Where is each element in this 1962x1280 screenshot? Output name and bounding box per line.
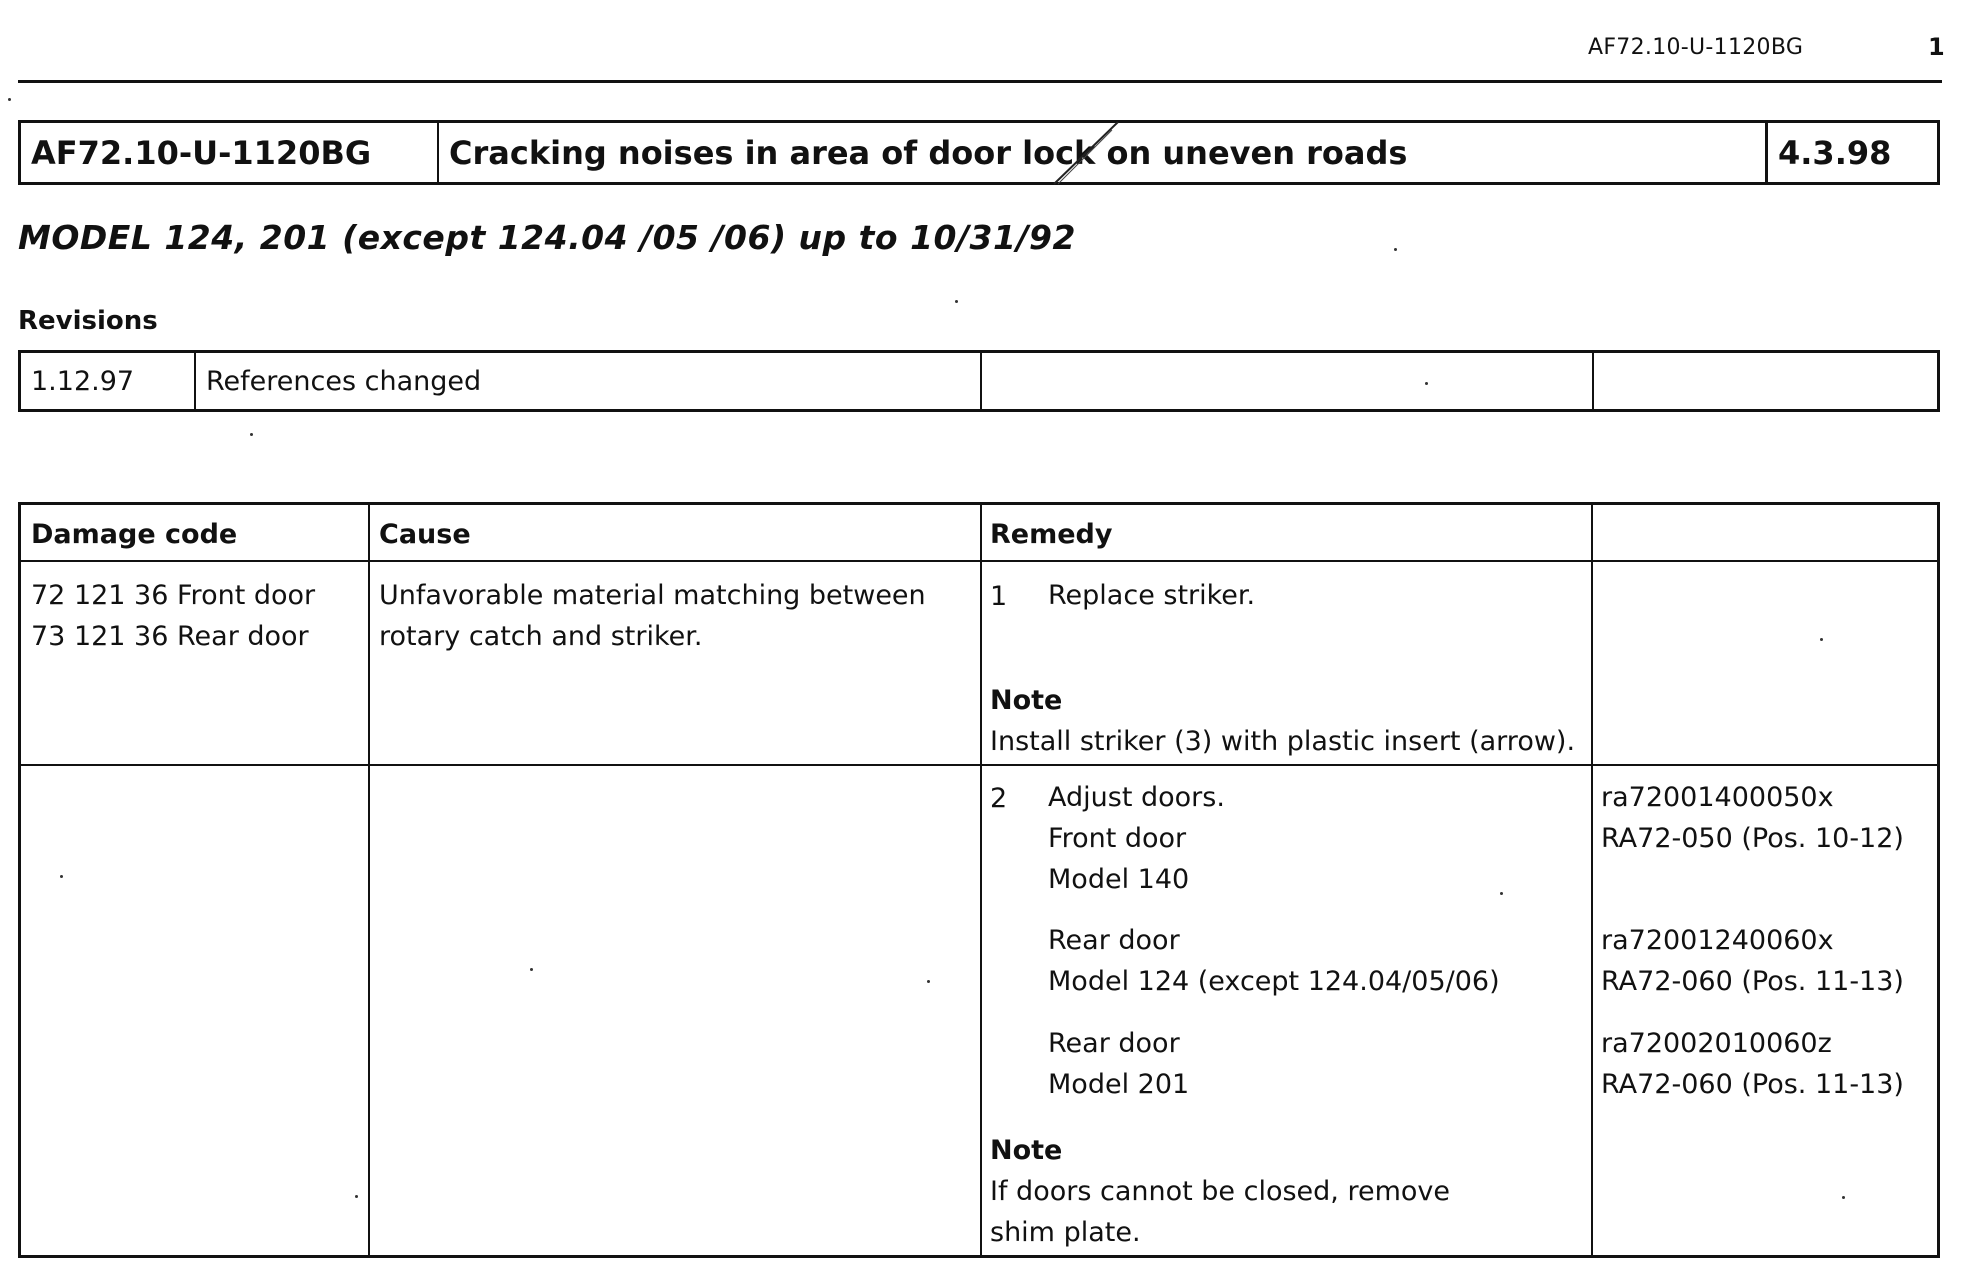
scan-speck	[1394, 248, 1397, 251]
remedy-step-line: Replace striker.	[1048, 580, 1256, 611]
header-remedy: Remedy	[990, 519, 1113, 550]
remedy-step-line: Adjust doors.	[1048, 782, 1225, 813]
header-damage-code: Damage code	[31, 519, 238, 550]
reference-position: RA72-060 (Pos. 11-13)	[1601, 966, 1904, 997]
revisions-table	[18, 350, 1940, 412]
note-text: shim plate.	[990, 1217, 1141, 1248]
cause-line: rotary catch and striker.	[379, 621, 703, 652]
column-divider	[1591, 505, 1593, 1255]
remedy-step-number: 1	[990, 581, 1008, 612]
scan-speck	[250, 433, 253, 436]
revision-description: References changed	[196, 353, 982, 409]
note-label: Note	[990, 685, 1063, 716]
reference-id: ra72001240060x	[1601, 925, 1834, 956]
scan-speck	[60, 875, 63, 878]
model-label: Model 140	[1048, 864, 1190, 895]
revision-cell-empty	[1594, 353, 1937, 409]
column-divider	[980, 505, 982, 1255]
cause-line: Unfavorable material matching between	[379, 580, 926, 611]
header-rule	[18, 80, 1942, 83]
remedy-group	[1048, 920, 1500, 1002]
reference-id: ra72002010060z	[1601, 1028, 1832, 1059]
scan-speck	[530, 968, 533, 971]
cause-cell	[379, 575, 926, 657]
reference-position: RA72-050 (Pos. 10-12)	[1601, 823, 1904, 854]
damage-code-line: 73 121 36 Rear door	[31, 621, 309, 652]
scan-speck	[1842, 1196, 1845, 1199]
scan-speck	[1500, 892, 1503, 895]
note-label: Note	[990, 1135, 1063, 1166]
remedy-group	[1048, 1023, 1189, 1105]
note-text: If doors cannot be closed, remove	[990, 1176, 1450, 1207]
reference-cell	[1601, 777, 1904, 859]
note-text: Install striker (3) with plastic insert (arrow).	[990, 726, 1576, 757]
title-table	[18, 120, 1940, 185]
row-divider	[21, 560, 1937, 562]
remedy-step-text	[1048, 777, 1225, 900]
door-label: Front door	[1048, 823, 1187, 854]
damage-code-line: 72 121 36 Front door	[31, 580, 316, 611]
damage-code-cell	[31, 575, 315, 657]
reference-cell	[1601, 920, 1904, 1002]
model-applicability: MODEL 124, 201 (except 124.04 /05 /06) up to 10/31/92	[18, 218, 1076, 257]
model-label: Model 201	[1048, 1069, 1190, 1100]
row-divider	[21, 764, 1937, 766]
remedy-note	[990, 680, 1575, 762]
scan-speck	[8, 98, 11, 101]
document-date: 4.3.98	[1778, 133, 1892, 172]
scan-speck	[927, 980, 930, 983]
page-header-code: AF72.10-U-1120BG	[1588, 35, 1804, 60]
door-label: Rear door	[1048, 1028, 1180, 1059]
document-title: Cracking noises in area of door lock on uneven roads	[439, 123, 1768, 182]
remedy-step-number: 2	[990, 783, 1008, 814]
remedy-step-text	[1048, 575, 1255, 616]
revision-date: 1.12.97	[21, 353, 196, 409]
door-label: Rear door	[1048, 925, 1180, 956]
reference-position: RA72-060 (Pos. 11-13)	[1601, 1069, 1904, 1100]
header-cause: Cause	[379, 519, 471, 550]
reference-id: ra72001400050x	[1601, 782, 1834, 813]
revision-cell-empty	[982, 353, 1594, 409]
reference-cell	[1601, 1023, 1904, 1105]
scan-speck	[1820, 638, 1823, 641]
damage-table	[18, 502, 1940, 1258]
page-number: 1	[1928, 33, 1945, 61]
column-divider	[368, 505, 370, 1255]
remedy-note	[990, 1130, 1450, 1253]
scan-speck	[955, 300, 958, 303]
scan-speck	[1425, 382, 1428, 385]
document-code: AF72.10-U-1120BG	[21, 123, 439, 182]
revisions-label: Revisions	[18, 306, 158, 336]
model-label: Model 124 (except 124.04/05/06)	[1048, 966, 1500, 997]
scan-speck	[355, 1195, 358, 1198]
